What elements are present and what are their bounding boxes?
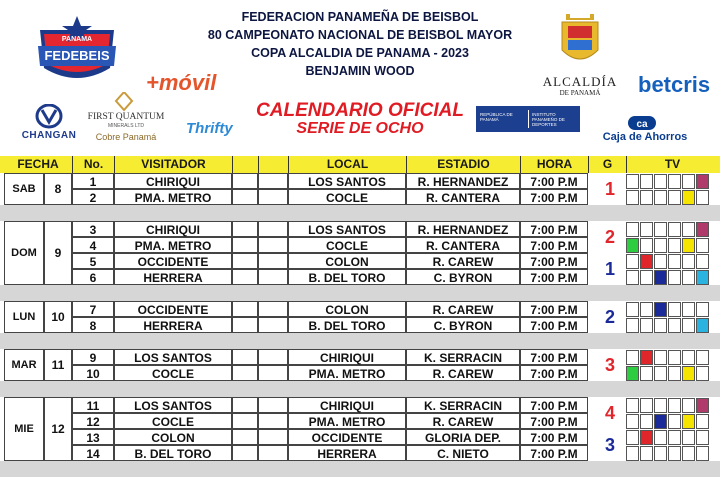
fedebeis-text: FEDEBEIS xyxy=(44,48,110,63)
game-visitor: OCCIDENTE xyxy=(114,301,232,317)
title-line-4: BENJAMIN WOOD xyxy=(305,64,415,78)
tv-channel-box xyxy=(696,254,709,269)
tv-channel-box xyxy=(640,414,653,429)
game-visitor: HERRERA xyxy=(114,269,232,285)
game-visitor: LOS SANTOS xyxy=(114,397,232,413)
tv-channel-box xyxy=(682,430,695,445)
day-date: 8 xyxy=(44,173,72,205)
day-date: 10 xyxy=(44,301,72,333)
tv-channel-box xyxy=(668,430,681,445)
game-visitor: HERRERA xyxy=(114,317,232,333)
pandeportes-right-text: INSTITUTO PANAMEÑO DE DEPORTES xyxy=(532,112,565,127)
game-number: 7 xyxy=(72,301,114,317)
tv-channel-box xyxy=(640,222,653,237)
spacer-cell xyxy=(232,269,258,285)
caja-badge-icon xyxy=(628,116,656,130)
day-label: DOM xyxy=(4,221,44,285)
game-number: 11 xyxy=(72,397,114,413)
game-stadium: R. CAREW xyxy=(406,301,520,317)
game-number: 2 xyxy=(72,189,114,205)
game-local: LOS SANTOS xyxy=(288,221,406,237)
first-quantum-sub-text: MINERALS LTD xyxy=(107,123,145,129)
game-time: 7:00 P.M xyxy=(520,269,588,285)
tv-channel-box xyxy=(654,366,667,381)
tv-channel-box xyxy=(654,350,667,365)
tv-channel-box xyxy=(640,350,653,365)
game-visitor: B. DEL TORO xyxy=(114,445,232,461)
game-group-number: 3 xyxy=(594,429,626,461)
game-local: COLON xyxy=(288,301,406,317)
game-number: 10 xyxy=(72,365,114,381)
tv-channel-box xyxy=(640,318,653,333)
day-separator xyxy=(0,285,720,301)
game-group-number: 3 xyxy=(594,349,626,381)
col-estadio: ESTADIO xyxy=(406,156,520,173)
game-time: 7:00 P.M xyxy=(520,221,588,237)
day-label: MAR xyxy=(4,349,44,381)
tv-channel-box xyxy=(626,318,639,333)
tv-channel-box xyxy=(696,366,709,381)
caja-de-ahorros-logo xyxy=(586,116,704,148)
calendar-subtitle: SERIE DE OCHO xyxy=(296,120,424,137)
tv-channel-box xyxy=(640,366,653,381)
spacer-cell xyxy=(232,349,258,365)
tv-channel-box xyxy=(626,238,639,253)
col-local: LOCAL xyxy=(288,156,406,173)
game-stadium: K. SERRACIN xyxy=(406,397,520,413)
tv-channel-box xyxy=(696,350,709,365)
col-g: G xyxy=(588,156,626,173)
spacer-cell xyxy=(258,221,288,237)
tv-channel-box xyxy=(682,222,695,237)
tv-channel-box xyxy=(696,446,709,461)
game-time: 7:00 P.M xyxy=(520,429,588,445)
game-time: 7:00 P.M xyxy=(520,173,588,189)
col-spacer-1 xyxy=(232,156,258,173)
cobre-panama-text: Cobre Panamá xyxy=(95,132,157,142)
tv-channel-box xyxy=(654,270,667,285)
alcaldia-text: ALCALDÍA xyxy=(542,74,618,89)
tv-channel-box xyxy=(668,190,681,205)
tv-channel-box xyxy=(654,174,667,189)
game-time: 7:00 P.M xyxy=(520,413,588,429)
game-visitor: COLON xyxy=(114,429,232,445)
tv-channel-box xyxy=(640,398,653,413)
tv-channel-box xyxy=(654,190,667,205)
day-separator xyxy=(0,205,720,221)
tv-channel-box xyxy=(654,430,667,445)
tv-channel-box xyxy=(668,366,681,381)
fedebeis-top-text: PANAMA xyxy=(61,36,93,43)
game-number: 6 xyxy=(72,269,114,285)
col-hora: HORA xyxy=(520,156,588,173)
spacer-cell xyxy=(232,301,258,317)
game-stadium: R. CANTERA xyxy=(406,237,520,253)
spacer-cell xyxy=(232,397,258,413)
spacer-cell xyxy=(258,253,288,269)
tv-channel-box xyxy=(626,430,639,445)
game-stadium: R. CAREW xyxy=(406,365,520,381)
changan-emblem-icon xyxy=(18,104,80,130)
tv-channel-box xyxy=(682,366,695,381)
tv-channel-box xyxy=(696,174,709,189)
tv-channel-box xyxy=(640,302,653,317)
spacer-cell xyxy=(232,173,258,189)
game-stadium: R. CAREW xyxy=(406,253,520,269)
game-time: 7:00 P.M xyxy=(520,317,588,333)
spacer-cell xyxy=(232,221,258,237)
game-stadium: R. HERNANDEZ xyxy=(406,221,520,237)
tv-channel-box xyxy=(682,254,695,269)
tv-channel-box xyxy=(626,350,639,365)
day-separator xyxy=(0,333,720,349)
game-time: 7:00 P.M xyxy=(520,349,588,365)
alcaldia-crest-icon xyxy=(536,12,624,74)
tv-channel-box xyxy=(696,302,709,317)
day-label: LUN xyxy=(4,301,44,333)
game-time: 7:00 P.M xyxy=(520,365,588,381)
spacer-cell xyxy=(258,445,288,461)
spacer-cell xyxy=(258,317,288,333)
spacer-cell xyxy=(232,429,258,445)
game-time: 7:00 P.M xyxy=(520,397,588,413)
first-quantum-logo xyxy=(86,92,166,146)
tv-channel-box xyxy=(696,222,709,237)
game-visitor: PMA. METRO xyxy=(114,189,232,205)
tv-channel-box xyxy=(626,270,639,285)
spacer-cell xyxy=(258,189,288,205)
game-visitor: COCLE xyxy=(114,365,232,381)
first-quantum-text: FIRST QUANTUM xyxy=(87,112,165,122)
spacer-cell xyxy=(232,253,258,269)
tv-channel-box xyxy=(668,254,681,269)
tv-channel-box xyxy=(668,174,681,189)
col-no: No. xyxy=(72,156,114,173)
game-number: 14 xyxy=(72,445,114,461)
tv-channel-box xyxy=(668,414,681,429)
tv-channel-box xyxy=(668,446,681,461)
tv-channel-box xyxy=(640,238,653,253)
tv-channel-box xyxy=(626,174,639,189)
tv-channel-box xyxy=(654,446,667,461)
tv-channel-box xyxy=(626,302,639,317)
tv-channel-box xyxy=(668,238,681,253)
game-visitor: LOS SANTOS xyxy=(114,349,232,365)
game-visitor: CHIRIQUI xyxy=(114,221,232,237)
tv-channel-box xyxy=(654,238,667,253)
tv-channel-box xyxy=(668,398,681,413)
game-time: 7:00 P.M xyxy=(520,253,588,269)
col-fecha: FECHA xyxy=(17,157,59,171)
game-local: PMA. METRO xyxy=(288,413,406,429)
spacer-cell xyxy=(232,189,258,205)
game-local: PMA. METRO xyxy=(288,365,406,381)
game-time: 7:00 P.M xyxy=(520,445,588,461)
calendar-title: CALENDARIO OFICIAL xyxy=(256,100,464,121)
tv-channel-box xyxy=(682,446,695,461)
tv-channel-box xyxy=(682,238,695,253)
game-number: 5 xyxy=(72,253,114,269)
tv-channel-box xyxy=(640,430,653,445)
spacer-cell xyxy=(258,365,288,381)
tv-channel-box xyxy=(668,302,681,317)
title-line-3: COPA ALCALDIA DE PANAMA - 2023 xyxy=(251,46,469,60)
tv-channel-box xyxy=(668,318,681,333)
spacer-cell xyxy=(258,301,288,317)
tv-channel-box xyxy=(626,190,639,205)
day-date: 12 xyxy=(44,397,72,461)
tv-channel-box xyxy=(682,318,695,333)
game-local: B. DEL TORO xyxy=(288,269,406,285)
game-local: HERRERA xyxy=(288,445,406,461)
day-label: MIE xyxy=(4,397,44,461)
tv-channel-box xyxy=(696,318,709,333)
tv-channel-box xyxy=(654,398,667,413)
game-local: COLON xyxy=(288,253,406,269)
game-visitor: PMA. METRO xyxy=(114,237,232,253)
game-local: CHIRIQUI xyxy=(288,397,406,413)
game-local: B. DEL TORO xyxy=(288,317,406,333)
tv-channel-box xyxy=(626,366,639,381)
spacer-cell xyxy=(232,445,258,461)
day-separator xyxy=(0,461,720,477)
tv-channel-box xyxy=(696,270,709,285)
day-label: SAB xyxy=(4,173,44,205)
pandeportes-left-text: REPÚBLICA DE PANAMÁ xyxy=(480,112,513,122)
game-stadium: C. BYRON xyxy=(406,269,520,285)
changan-text: CHANGAN xyxy=(21,130,77,141)
game-visitor: OCCIDENTE xyxy=(114,253,232,269)
game-local: LOS SANTOS xyxy=(288,173,406,189)
game-visitor: COCLE xyxy=(114,413,232,429)
tv-channel-box xyxy=(696,430,709,445)
tv-channel-box xyxy=(654,318,667,333)
game-group-number: 4 xyxy=(594,397,626,429)
tv-channel-box xyxy=(696,238,709,253)
alcaldia-sub-text: DE PANAMÁ xyxy=(559,89,601,97)
game-group-number: 1 xyxy=(594,253,626,285)
spacer-cell xyxy=(258,349,288,365)
spacer-cell xyxy=(232,317,258,333)
tv-channel-box xyxy=(668,270,681,285)
header xyxy=(0,0,720,156)
fedebeis-logo xyxy=(34,16,120,86)
changan-logo xyxy=(18,104,80,144)
game-time: 7:00 P.M xyxy=(520,237,588,253)
tv-channel-box xyxy=(682,414,695,429)
game-number: 13 xyxy=(72,429,114,445)
game-number: 9 xyxy=(72,349,114,365)
day-date: 9 xyxy=(44,221,72,285)
day-date: 11 xyxy=(44,349,72,381)
game-time: 7:00 P.M xyxy=(520,301,588,317)
caja-badge-text: ca xyxy=(636,119,648,130)
spacer-cell xyxy=(232,237,258,253)
tv-channel-box xyxy=(626,222,639,237)
tv-channel-box xyxy=(640,190,653,205)
tv-channel-box xyxy=(640,254,653,269)
day-separator xyxy=(0,381,720,397)
tv-channel-box xyxy=(654,254,667,269)
game-number: 12 xyxy=(72,413,114,429)
game-stadium: R. HERNANDEZ xyxy=(406,173,520,189)
tv-channel-box xyxy=(682,270,695,285)
tv-channel-box xyxy=(696,398,709,413)
col-visitador: VISITADOR xyxy=(114,156,232,173)
tv-channel-box xyxy=(640,446,653,461)
spacer-cell xyxy=(258,397,288,413)
tv-channel-box xyxy=(682,302,695,317)
tv-channel-box xyxy=(626,254,639,269)
tv-channel-box xyxy=(626,414,639,429)
game-stadium: R. CAREW xyxy=(406,413,520,429)
game-local: COCLE xyxy=(288,237,406,253)
thrifty-logo: Thrifty xyxy=(186,120,233,137)
game-number: 1 xyxy=(72,173,114,189)
tv-channel-box xyxy=(696,414,709,429)
spacer-cell xyxy=(232,413,258,429)
caja-text: Caja de Ahorros xyxy=(602,131,688,143)
game-number: 3 xyxy=(72,221,114,237)
game-stadium: K. SERRACIN xyxy=(406,349,520,365)
spacer-cell xyxy=(258,173,288,189)
schedule-header-row xyxy=(0,156,720,173)
tv-channel-box xyxy=(640,174,653,189)
game-stadium: GLORIA DEP. xyxy=(406,429,520,445)
game-local: OCCIDENTE xyxy=(288,429,406,445)
game-number: 4 xyxy=(72,237,114,253)
game-time: 7:00 P.M xyxy=(520,189,588,205)
spacer-cell xyxy=(232,365,258,381)
betcris-logo: betcris xyxy=(638,72,711,97)
game-stadium: C. BYRON xyxy=(406,317,520,333)
tv-channel-box xyxy=(668,222,681,237)
tv-channel-box xyxy=(654,302,667,317)
title-line-1: FEDERACION PANAMEÑA DE BEISBOL xyxy=(241,10,479,24)
spacer-cell xyxy=(258,413,288,429)
spacer-cell xyxy=(258,269,288,285)
alcaldia-logo xyxy=(536,12,624,100)
tv-channel-box xyxy=(640,270,653,285)
game-group-number: 2 xyxy=(594,221,626,253)
tv-channel-box xyxy=(626,398,639,413)
spacer-cell xyxy=(258,237,288,253)
first-quantum-diamond-icon xyxy=(86,92,166,112)
col-spacer-2 xyxy=(258,156,288,173)
game-group-number: 1 xyxy=(594,173,626,205)
tv-channel-box xyxy=(682,350,695,365)
game-visitor: CHIRIQUI xyxy=(114,173,232,189)
tv-channel-box xyxy=(654,222,667,237)
game-number: 8 xyxy=(72,317,114,333)
game-local: CHIRIQUI xyxy=(288,349,406,365)
tv-channel-box xyxy=(654,414,667,429)
movil-logo: +móvil xyxy=(146,70,217,95)
tv-channel-box xyxy=(682,174,695,189)
tv-channel-box xyxy=(626,446,639,461)
game-stadium: R. CANTERA xyxy=(406,189,520,205)
game-stadium: C. NIETO xyxy=(406,445,520,461)
spacer-cell xyxy=(258,429,288,445)
tv-channel-box xyxy=(696,190,709,205)
game-local: COCLE xyxy=(288,189,406,205)
pandeportes-logo xyxy=(476,106,580,132)
tv-channel-box xyxy=(682,398,695,413)
tv-channel-box xyxy=(668,350,681,365)
title-line-2: 80 CAMPEONATO NACIONAL DE BEISBOL MAYOR xyxy=(207,28,513,42)
tv-channel-box xyxy=(682,190,695,205)
col-tv: TV xyxy=(626,156,718,173)
game-group-number: 2 xyxy=(594,301,626,333)
